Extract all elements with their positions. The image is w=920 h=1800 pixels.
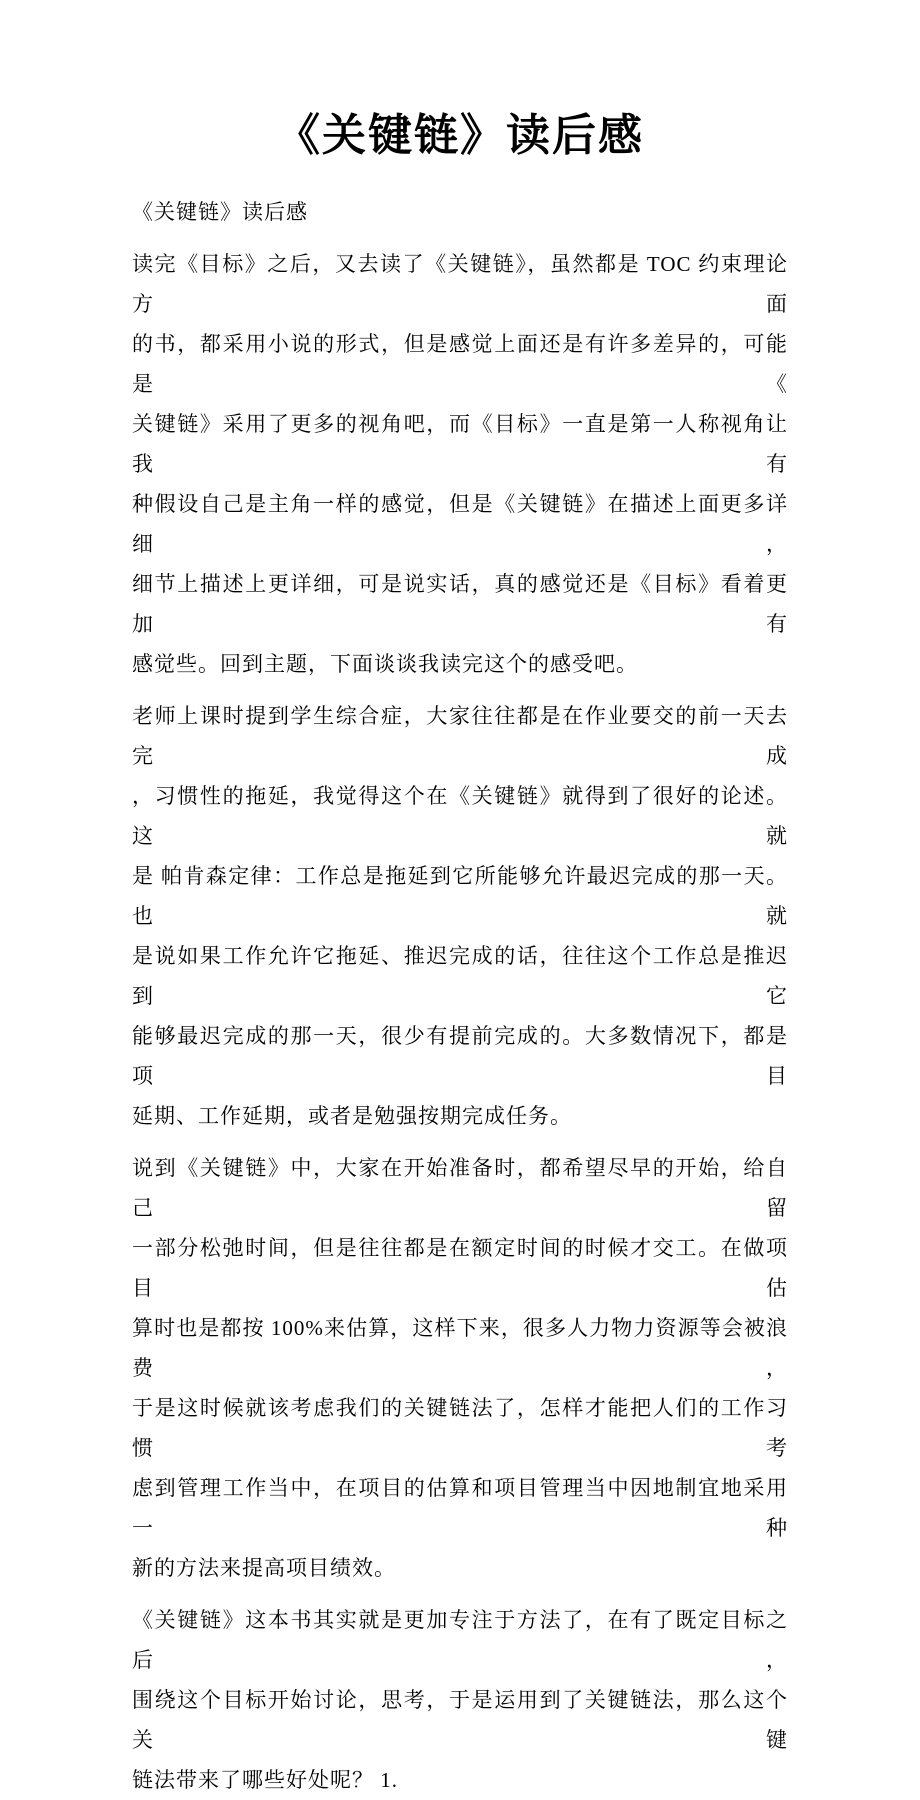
text-line: 说到《关键链》中，大家在开始准备时，都希望尽早的开始，给自己留	[132, 1156, 788, 1220]
text-line: 《关键链》这本书其实就是更加专注于方法了，在有了既定目标之后，	[132, 1608, 788, 1672]
text-line: 于是这时候就该考虑我们的关键链法了，怎样才能把人们的工作习惯考	[132, 1396, 788, 1460]
text-line: 细节上描述上更详细，可是说实话，真的感觉还是《目标》看着更加有	[132, 572, 788, 636]
text-line: 算时也是都按 100%来估算，这样下来，很多人力物力资源等会被浪费，	[132, 1316, 788, 1380]
text-line: 延期、工作延期，或者是勉强按期完成任务。	[132, 1104, 572, 1128]
text-line: 是说如果工作允许它拖延、推迟完成的话，往往这个工作总是推迟到它	[132, 944, 788, 1008]
paragraph	[132, 1148, 788, 1588]
text-line: 读完《目标》之后，又去读了《关键链》，虽然都是 TOC 约束理论方面	[132, 252, 788, 316]
text-line: 新的方法来提高项目绩效。	[132, 1556, 396, 1580]
text-line: 老师上课时提到学生综合症，大家往往都是在作业要交的前一天去完成	[132, 704, 788, 768]
paragraph	[132, 192, 788, 232]
text-line: 链法带来了哪些好处呢？ 1.	[132, 1768, 398, 1792]
text-line: 能够最迟完成的那一天，很少有提前完成的。大多数情况下，都是项目	[132, 1024, 788, 1088]
text-line: 关键链》采用了更多的视角吧，而《目标》一直是第一人称视角让我有	[132, 412, 788, 476]
paragraph	[132, 696, 788, 1136]
document-title: 《关键链》读后感	[276, 111, 644, 160]
text-line: 虑到管理工作当中，在项目的估算和项目管理当中因地制宜地采用一种	[132, 1476, 788, 1540]
text-line: 围绕这个目标开始讨论，思考，于是运用到了关键链法，那么这个关键	[132, 1688, 788, 1752]
text-line: 是 帕肯森定律：工作总是拖延到它所能够允许最迟完成的那一天。也就	[132, 864, 788, 928]
text-line: 的书，都采用小说的形式，但是感觉上面还是有许多差异的，可能是《	[132, 332, 788, 396]
text-line: ，习惯性的拖延，我觉得这个在《关键链》就得到了很好的论述。这就	[132, 784, 788, 848]
text-line: 感觉些。回到主题，下面谈谈我读完这个的感受吧。	[132, 652, 638, 676]
document-body	[132, 192, 788, 1800]
text-line: 《关键链》读后感	[132, 200, 308, 224]
text-line: 一部分松弛时间，但是往往都是在额定时间的时候才交工。在做项目估	[132, 1236, 788, 1300]
text-line: 种假设自己是主角一样的感觉，但是《关键链》在描述上面更多详细，	[132, 492, 788, 556]
paragraph	[132, 244, 788, 684]
paragraph	[132, 1600, 788, 1800]
